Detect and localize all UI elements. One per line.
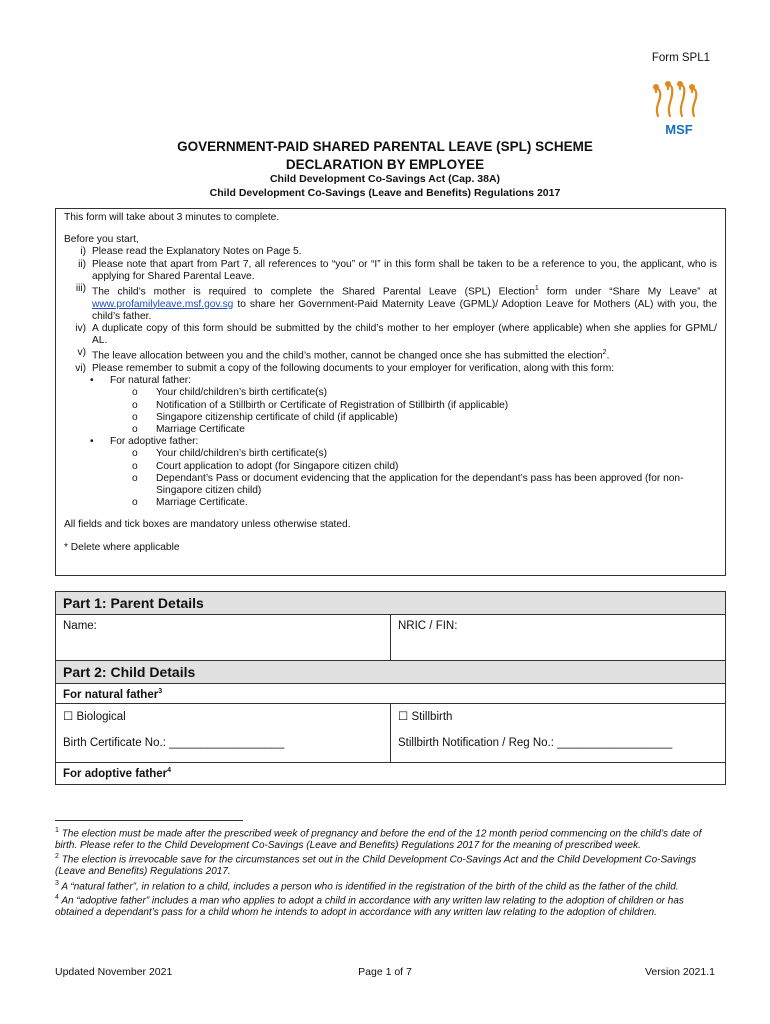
natural-father-label: For natural father$^3$ (56, 684, 725, 704)
name-field[interactable]: Name: (63, 620, 97, 632)
stillbirth-notif-field[interactable]: Stillbirth Notification / Reg No.: __________________ (398, 736, 673, 749)
natural-father-docs: • For natural father: (90, 375, 191, 387)
doc-item: o Your child/children’s birth certificate(s) (132, 387, 327, 399)
birth-cert-field[interactable]: Birth Certificate No.: __________________ (63, 736, 285, 749)
regulations-reference: Child Development Co-Savings (Leave and Benefits) Regulations 2017 (209, 187, 561, 199)
doc-item: o Notification of a Stillbirth or Certificate of Registration of Stillbirth (if applicable) (132, 399, 509, 411)
part2-title: Part 2: Child Details (56, 661, 725, 684)
doc-item: o Singapore citizenship certificate of child (if applicable) (132, 411, 398, 423)
instructions-box (55, 208, 726, 576)
footnote: $^1$ The election must be made after the prescribed week of pregnancy and before the end of the 12 month period commencing on the child’s date of birth. Please refer to the Child Development Co-Savings (Leave and Benefits) Regulations 2017 for the meaning of prescribed week. (55, 827, 702, 851)
instruction-item: v) The leave allocation between you and the child’s mother, cannot be changed once she has submitted the election$^2$. (77, 347, 610, 362)
checkbox-icon: ☐ (63, 710, 74, 723)
checkbox-icon: ☐ (398, 710, 409, 723)
doc-item: o Marriage Certificate (132, 424, 245, 436)
part2-section (55, 660, 726, 785)
adoptive-father-docs: • For adoptive father: (90, 436, 199, 448)
part1-title: Part 1: Parent Details (56, 592, 725, 615)
stillbirth-checkbox[interactable]: ☐ Stillbirth (398, 710, 453, 723)
nric-field[interactable]: NRIC / FIN: (390, 615, 725, 661)
instruction-item: ii) Please note that apart from Part 7, all references to “you” or “I” in this form shall be taken to be a reference to you, the applicant, who is applying for Shared Parental Leave. (78, 258, 717, 282)
instruction-item: iv) A duplicate copy of this form should be submitted by the child’s mother to her employer (where applicable) when she applies for GPML/ AL. (75, 323, 717, 347)
page-number: Page 1 of 7 (358, 966, 412, 978)
act-reference: Child Development Co-Savings Act (Cap. 38A) (269, 173, 501, 185)
footnote-divider (55, 820, 243, 821)
msf-logo (648, 78, 710, 136)
bullet-icon: • (90, 375, 94, 387)
time-note: This form will take about 3 minutes to complete. (64, 212, 280, 223)
adoptive-father-label: For adoptive father$^4$ (56, 762, 725, 784)
doc-item: o Your child/children’s birth certificate(s) (132, 448, 327, 460)
version: Version 2021.1 (644, 966, 715, 978)
footnote: $^2$ The election is irrevocable save for the circumstances set out in the Child Development Co-Savings Act and the Child Development Co-Savings (Leave and Benefits) Regulations 2017. (55, 853, 697, 878)
delete-note: * Delete where applicable (64, 541, 180, 553)
form-code: Form SPL1 (651, 52, 710, 64)
bullet-icon: • (90, 436, 94, 448)
instruction-item: vi) Please remember to submit a copy of the following documents to your employer for verification, along with this form: (75, 363, 615, 375)
updated-date: Updated November 2021 (55, 966, 173, 978)
footnote: $^4$ An “adoptive father” includes a man who applies to adopt a child in accordance with any written law relating to the adoption of children or has obtained a dependant’s pass for a child whom he intends to adopt in accordance with any written law relating to the adoption of children. (55, 894, 684, 919)
instruction-item: iii) The child’s mother is required to complete the Shared Parental Leave (SPL) Election$^1$ form under “Share My Leave” at www.profamilyleave.msf.gov.sg to share her Government-Paid Maternity Leave (GPML)/ Adoption Leave for Mothers (AL) with you, the child’s father. (75, 283, 717, 322)
doc-item: o Marriage Certificate. (132, 497, 248, 509)
doc-item: o Dependant’s Pass or document evidencing that the application for the dependant’s pass has been approved (for non-Singapore citizen child) (132, 472, 684, 497)
footnote: $^3$ A “natural father”, in relation to a child, includes a person who is identified in the registration of the birth of the child as the father of the child. (55, 879, 679, 892)
profamilyleave-link[interactable]: www.profamilyleave.msf.gov.sg (92, 298, 234, 310)
form-title: GOVERNMENT-PAID SHARED PARENTAL LEAVE (SPL) SCHEME (177, 139, 593, 154)
form-subtitle: DECLARATION BY EMPLOYEE (285, 157, 485, 172)
logo-text: MSF (665, 122, 693, 136)
biological-checkbox[interactable]: ☐ Biological (63, 710, 126, 723)
doc-item: o Court application to adopt (for Singapore citizen child) (132, 460, 399, 472)
instruction-item: i) Please read the Explanatory Notes on Page 5. (80, 246, 302, 258)
mandatory-note: All fields and tick boxes are mandatory unless otherwise stated. (64, 519, 351, 531)
part1-section (55, 591, 726, 662)
footnotes (55, 825, 715, 919)
before-start: Before you start, (64, 234, 139, 246)
